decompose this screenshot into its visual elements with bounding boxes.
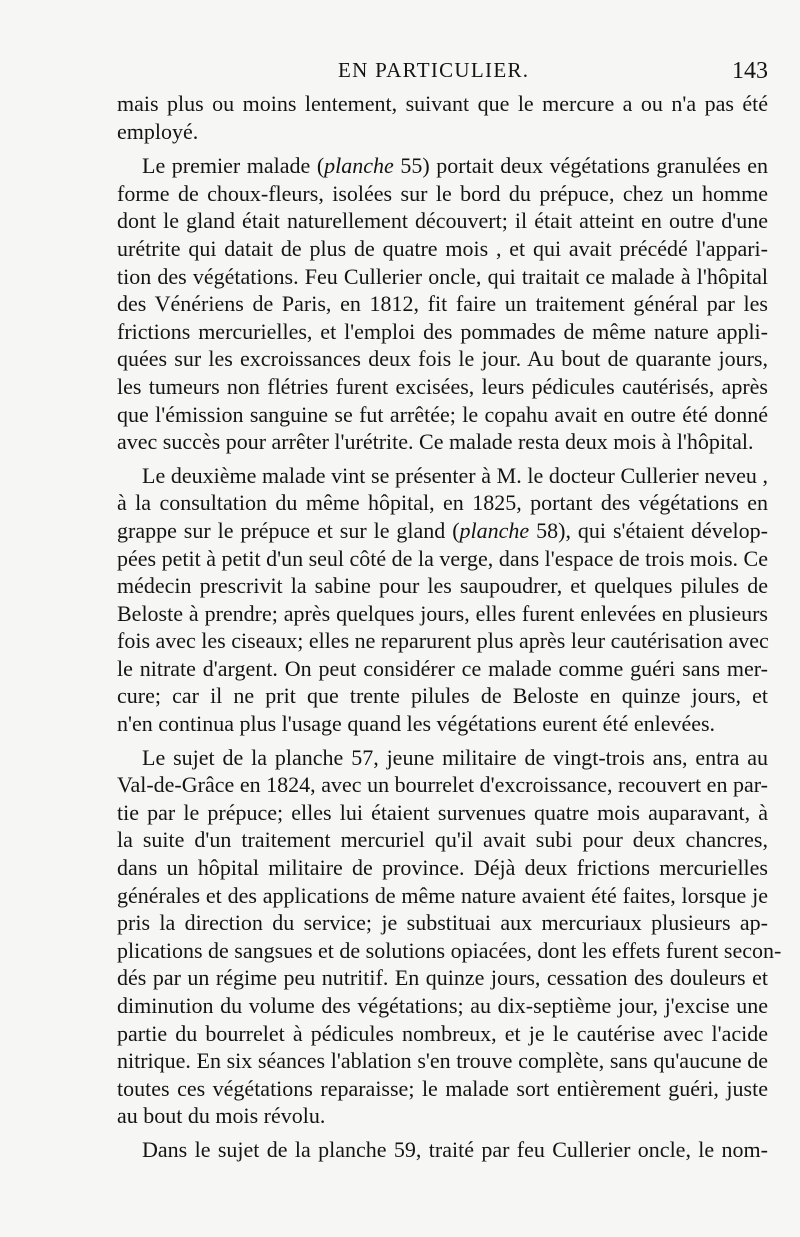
plate-reference: planche <box>459 517 530 543</box>
text-line: mais plus ou moins lentement, suivant que le mercure a ou n'a pas été <box>117 91 768 116</box>
text-line: dés par un régime peu nutritif. En quinze jours, cessation des douleurs et <box>117 965 768 991</box>
text-line: les tumeurs non flétries furent excisées, leurs pédicules cautérisés, après <box>117 373 768 399</box>
text-line <box>117 517 768 545</box>
text-line: toutes ces végétations reparaisse; le malade sort entièrement guéri, juste <box>117 1075 768 1101</box>
text-line: dont le gland était naturellement découvert; il était atteint en outre d'une <box>117 208 768 234</box>
text-line: le nitrate d'argent. On peut considérer ce malade comme guéri sans mer- <box>117 655 768 681</box>
text-line: forme de choux-fleurs, isolées sur le bord du prépuce, chez un homme <box>117 180 768 206</box>
text-line: des Vénériens de Paris, en 1812, fit faire un traitement général par les <box>117 291 768 317</box>
text-run: 55) portait deux végétations granulées en <box>393 153 768 179</box>
text-line: tion des végétations. Feu Cullerier oncle, qui traitait ce malade à l'hôpital <box>117 263 768 289</box>
text-line: avec succès pour arrêter l'urétrite. Ce malade resta deux mois à l'hôpital. <box>117 429 754 455</box>
text-line: générales et des applications de même nature avaient été faites, lorsque je <box>117 882 768 908</box>
text-line: employé. <box>117 118 199 144</box>
paragraph-1 <box>117 90 768 145</box>
text-line: que l'émission sanguine se fut arrêtée; le copahu avait en outre été donné <box>117 401 768 427</box>
text-line: pris la direction du service; je substituai aux mercuriaux plusieurs ap- <box>117 910 768 936</box>
text-line: au bout du mois révolu. <box>117 1103 326 1129</box>
text-line: Le deuxième malade vint se présenter à M. le docteur Cullerier neveu , <box>142 462 768 488</box>
text-line: dans un hôpital militaire de province. Déjà deux frictions mercurielles <box>117 855 768 881</box>
text-line: la suite d'un traitement mercuriel qu'il avait subi pour deux chancres, <box>117 827 768 853</box>
text-line: plications de sangsues et de solutions opiacées, dont les effets furent secon- <box>117 937 782 963</box>
text-line: tie par le prépuce; elles lui étaient survenues quatre mois auparavant, à <box>117 799 768 825</box>
text-line: Val-de-Grâce en 1824, avec un bourrelet d'excroissance, recouvert en par- <box>117 772 768 798</box>
text-line: médecin prescrivit la sabine pour les saupoudrer, et quelques pilules de <box>117 573 768 599</box>
text-line: frictions mercurielles, et l'emploi des pommades de même nature appli- <box>117 318 768 344</box>
paragraph-4 <box>117 744 782 1130</box>
text-line: diminution du volume des végétations; au dix-septième jour, j'excise une <box>117 993 768 1018</box>
plate-reference: planche <box>324 153 394 179</box>
body-text <box>117 90 782 1170</box>
paragraph-5 <box>117 1136 768 1164</box>
paragraph-2 <box>117 152 768 456</box>
page-number: 143 <box>732 58 768 84</box>
paragraph-3 <box>117 462 768 738</box>
text-line: Le sujet de la planche 57, jeune militaire de vingt-trois ans, entra au <box>142 744 768 770</box>
text-line <box>117 152 768 180</box>
text-line: quées sur les excroissances deux fois le jour. Au bout de quarante jours, <box>117 346 768 372</box>
text-line: Dans le sujet de la planche 59, traité par feu Cullerier oncle, le nom- <box>142 1136 768 1162</box>
text-line: urétrite qui datait de plus de quatre mois , et qui avait précédé l'appari- <box>117 235 768 261</box>
text-run: 58), qui s'étaient dévelop- <box>529 517 768 543</box>
text-line: à la consultation du même hôpital, en 1825, portant des végétations en <box>117 490 768 516</box>
text-run: Le premier malade ( <box>142 153 325 179</box>
text-line: n'en continua plus l'usage quand les végétations eurent été enlevées. <box>117 711 716 737</box>
text-line: pées petit à petit d'un seul côté de la verge, dans l'espace de trois mois. Ce <box>117 545 768 571</box>
text-line: fois avec les ciseaux; elles ne reparurent plus après leur cautérisation avec <box>117 628 769 654</box>
running-title: EN PARTICULIER. <box>338 58 530 82</box>
text-line: Beloste à prendre; après quelques jours, elles furent enlevées en plusieurs <box>117 600 768 626</box>
text-line: nitrique. En six séances l'ablation s'en trouve complète, sans qu'aucune de <box>117 1048 768 1074</box>
text-line: cure; car il ne prit que trente pilules de Beloste en quinze jours, et <box>117 683 768 709</box>
text-line: partie du bourrelet à pédicules nombreux, et je le cautérise avec l'acide <box>117 1020 768 1046</box>
text-run: grappe sur le prépuce et sur le gland ( <box>117 517 460 543</box>
